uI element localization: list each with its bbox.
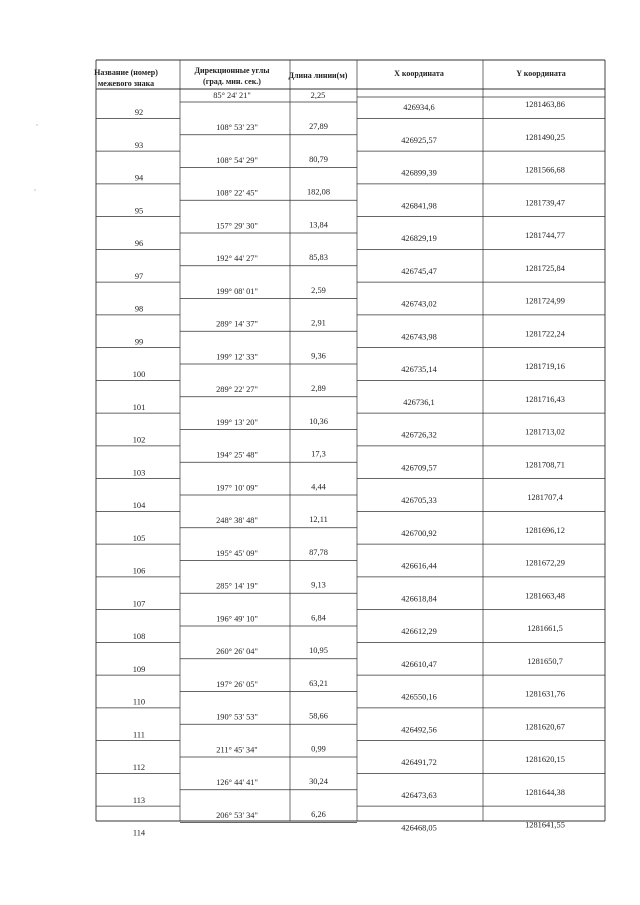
line-length: 9,36	[311, 351, 326, 361]
x-coordinate: 426610,47	[401, 659, 437, 669]
table-row	[133, 395, 565, 427]
y-coordinate: 1281631,76	[525, 689, 565, 699]
x-coordinate: 426612,29	[401, 627, 437, 636]
y-coordinate: 1281661,5	[527, 624, 563, 633]
table-row	[133, 821, 565, 838]
x-coordinate: 426829,19	[401, 234, 437, 243]
point-name: 114	[132, 828, 146, 838]
line-length: 17,3	[311, 449, 326, 459]
point-name: 111	[133, 730, 145, 740]
direction-angle: 197° 10' 09"	[216, 483, 258, 493]
line-length: 30,24	[309, 777, 328, 786]
table-row	[133, 788, 565, 820]
header-length: Длина линии(м)	[288, 71, 348, 80]
y-coordinate: 1281719,16	[525, 362, 565, 371]
direction-angle: 285° 14' 19"	[216, 581, 258, 591]
direction-angle: 289° 22' 27"	[216, 385, 258, 394]
x-coordinate: 426550,16	[401, 692, 437, 702]
y-coordinate: 1281722,24	[525, 329, 565, 339]
table-row	[135, 329, 566, 361]
x-coordinate: 426618,84	[401, 594, 437, 604]
table-row	[133, 362, 565, 394]
table-header	[94, 66, 566, 88]
point-name: 100	[132, 370, 146, 379]
point-name: 109	[132, 664, 146, 674]
line-length: 27,89	[309, 122, 328, 131]
table-row	[133, 559, 565, 591]
point-name: 106	[132, 566, 146, 576]
table-row	[133, 493, 564, 525]
y-coordinate: 1281713,02	[525, 427, 565, 437]
point-name: 99	[134, 337, 144, 347]
segment-angle: 85° 24' 21"	[213, 91, 251, 100]
point-name: 101	[132, 402, 146, 412]
direction-angle: 260° 26' 04"	[216, 647, 258, 656]
point-name: 93	[134, 140, 144, 150]
point-name: 105	[132, 533, 146, 543]
x-coordinate: 426468,05	[401, 823, 437, 833]
line-length: 6,84	[311, 613, 326, 623]
line-length: 85,83	[309, 253, 328, 262]
y-coordinate: 1281708,71	[525, 460, 565, 470]
header-name-line2: межевого знака	[97, 79, 155, 88]
direction-angle: 195° 45' 09"	[216, 548, 258, 558]
table-row	[133, 591, 565, 623]
table-row	[133, 755, 565, 787]
direction-angle: 211° 45' 34"	[216, 745, 258, 755]
y-coordinate: 1281696,12	[525, 525, 565, 535]
x-coordinate: 426743,02	[401, 299, 437, 309]
direction-angle: 108° 54' 29"	[216, 155, 258, 165]
direction-angle: 108° 22' 45"	[216, 188, 258, 198]
direction-angle: 248° 38' 48"	[216, 516, 258, 525]
line-length: 9,13	[311, 580, 326, 590]
header-angle-line1: Дирекционные углы	[194, 66, 270, 75]
table-row	[133, 460, 565, 492]
y-coordinate: 1281644,38	[525, 787, 565, 797]
table-row	[133, 624, 563, 656]
line-length: 2,89	[311, 384, 326, 393]
x-coordinate: 426736,1	[403, 397, 435, 407]
x-coordinate: 426473,63	[401, 790, 437, 800]
line-length: 58,66	[309, 711, 328, 721]
direction-angle: 194° 25' 48"	[216, 450, 258, 460]
y-coordinate: 1281650,7	[527, 656, 563, 666]
line-length: 13,84	[309, 220, 328, 230]
scan-speck	[34, 189, 35, 190]
direction-angle: 199° 12' 33"	[216, 352, 258, 362]
y-coordinate: 1281620,15	[525, 755, 565, 764]
line-length: 6,26	[311, 809, 326, 819]
y-coordinate: 1281641,55	[525, 820, 565, 830]
y-coordinate: 1281725,84	[525, 263, 565, 273]
table-row	[133, 428, 565, 460]
x-coordinate: 426700,92	[401, 528, 437, 538]
y-coordinate: 1281672,29	[525, 558, 565, 568]
x-coordinate: 426899,39	[401, 168, 437, 178]
y-coordinate: 1281707,4	[527, 493, 563, 502]
y-coordinate: 1281663,48	[525, 591, 565, 601]
y-coordinate: 1281620,67	[525, 722, 565, 732]
line-length: 2,59	[311, 285, 326, 295]
point-name: 104	[132, 501, 146, 510]
y-coordinate: 1281490,25	[525, 132, 565, 142]
y-coordinate: 1281566,68	[525, 165, 565, 175]
point-name: 107	[132, 599, 146, 609]
y-coordinate: 1281463,86	[525, 100, 565, 109]
direction-angle: 157° 29' 30"	[216, 221, 258, 231]
x-coordinate: 426934,6	[403, 103, 435, 112]
direction-angle: 108° 53' 23"	[216, 123, 258, 132]
table-body	[133, 100, 566, 838]
table-row	[135, 297, 565, 329]
y-coordinate: 1281716,43	[525, 394, 565, 404]
direction-angle: 196° 49' 10"	[216, 614, 258, 624]
x-coordinate: 426841,98	[401, 201, 437, 211]
point-name: 112	[132, 763, 146, 772]
direction-angle: 197° 26' 05"	[216, 679, 258, 689]
table-row	[135, 264, 566, 296]
point-name: 108	[132, 632, 146, 641]
point-name: 97	[134, 271, 144, 281]
line-length: 10,36	[309, 416, 328, 426]
point-name: 95	[134, 206, 144, 216]
point-name: 94	[134, 173, 144, 183]
direction-angle: 190° 53' 53"	[216, 712, 258, 722]
x-coordinate: 426492,56	[401, 725, 437, 735]
line-length: 12,11	[309, 515, 328, 524]
header-name-line1: Название (номер)	[94, 68, 158, 77]
line-length: 182,08	[306, 187, 331, 197]
header-y-coordinate: Y координата	[516, 69, 566, 78]
point-name: 110	[132, 697, 146, 707]
direction-angle: 206° 53' 34"	[216, 810, 258, 820]
table-row	[133, 657, 563, 689]
line-length: 87,78	[309, 547, 328, 557]
line-length: 10,95	[309, 646, 328, 655]
direction-angle: 199° 13' 20"	[216, 417, 258, 427]
line-length: 4,44	[311, 482, 326, 492]
line-length: 63,21	[309, 678, 328, 688]
point-name: 96	[134, 239, 144, 248]
point-name: 103	[132, 468, 146, 478]
header-angle-line2: (град. мин. сек.)	[203, 77, 261, 86]
direction-angle: 199° 08' 01"	[216, 286, 258, 296]
point-name: 92	[134, 108, 144, 117]
table-row	[133, 722, 565, 754]
table-row	[135, 198, 565, 230]
scan-speck	[36, 124, 37, 125]
table-row	[135, 231, 565, 263]
x-coordinate: 426735,14	[401, 365, 437, 374]
table-row	[135, 100, 565, 132]
y-coordinate: 1281744,77	[525, 231, 565, 240]
table-row	[133, 690, 565, 722]
header-x-coordinate: X координата	[394, 69, 444, 78]
direction-angle: 192° 44' 27"	[216, 254, 258, 263]
line-length: 80,79	[309, 154, 328, 164]
x-coordinate: 426925,57	[401, 135, 437, 145]
table-row	[133, 526, 565, 558]
point-name: 98	[134, 304, 144, 314]
direction-angle: 289° 14' 37"	[216, 319, 258, 329]
x-coordinate: 426705,33	[401, 496, 437, 505]
y-coordinate: 1281739,47	[525, 198, 565, 208]
direction-angle: 126° 44' 41"	[216, 778, 258, 787]
x-coordinate: 426616,44	[401, 561, 437, 571]
table-row	[135, 133, 565, 165]
table-row	[135, 166, 565, 198]
x-coordinate: 426726,32	[401, 430, 437, 440]
y-coordinate: 1281724,99	[525, 296, 565, 306]
line-length: 2,91	[311, 318, 326, 328]
x-coordinate: 426743,98	[401, 332, 437, 342]
x-coordinate: 426745,47	[401, 266, 437, 276]
point-name: 113	[132, 795, 146, 805]
x-coordinate: 426491,72	[401, 758, 437, 767]
first-segment-row	[213, 91, 325, 100]
line-length: 0,99	[311, 744, 326, 754]
x-coordinate: 426709,57	[401, 463, 437, 473]
point-name: 102	[132, 435, 146, 445]
segment-length: 2,25	[310, 91, 326, 100]
